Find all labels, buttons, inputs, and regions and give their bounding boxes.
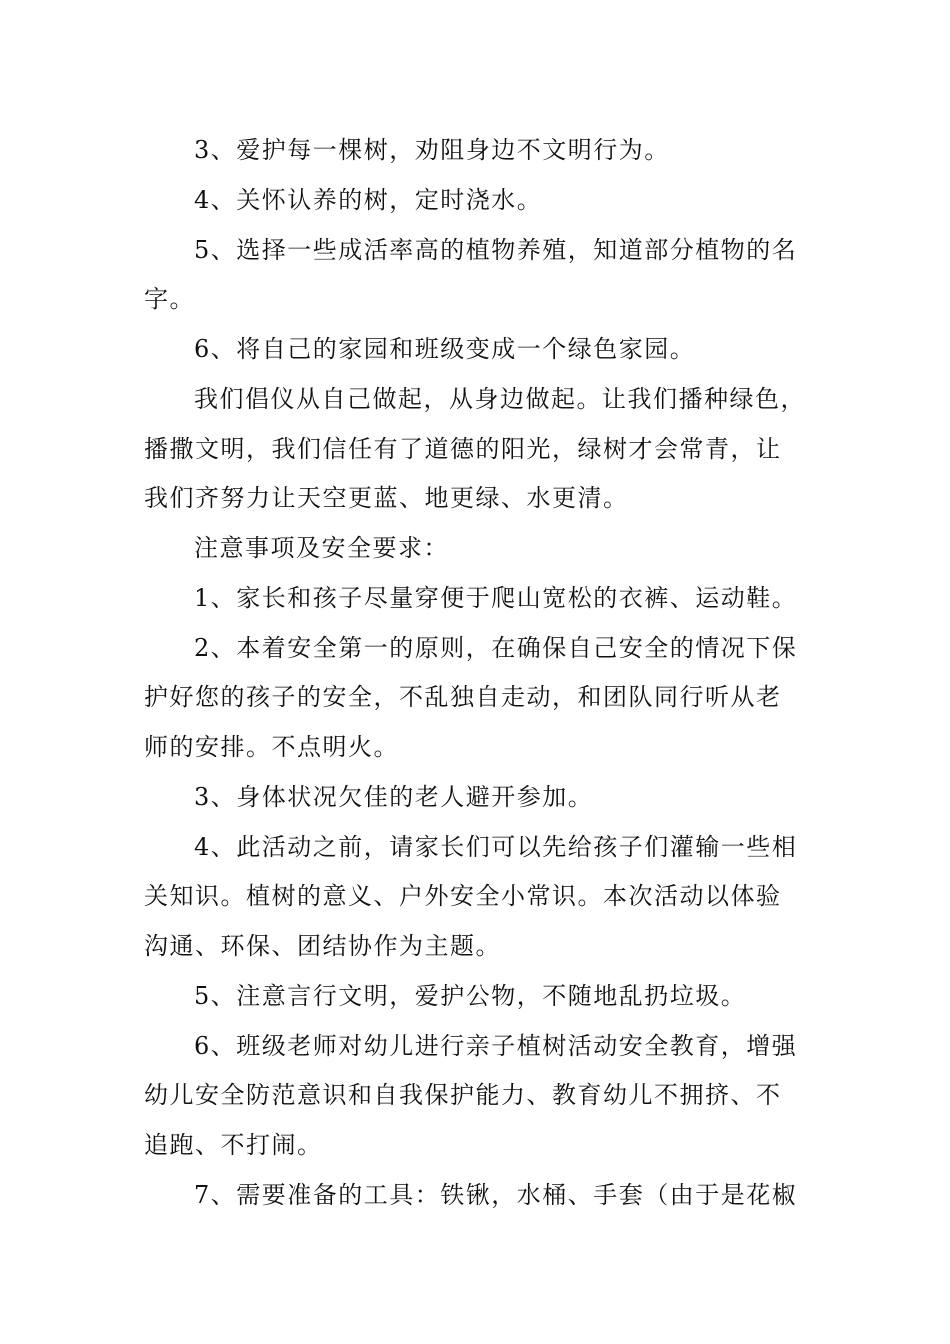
safety-item-6-line-3: 追跑、不打闹。 (144, 1131, 323, 1159)
initiative-paragraph-line-3: 我们齐努力让天空更蓝、地更绿、水更清。 (144, 484, 629, 512)
safety-item-3: 3、身体状况欠佳的老人避开参加。 (194, 783, 594, 811)
item-6-green-home: 6、将自己的家园和班级变成一个绿色家园。 (194, 335, 696, 363)
safety-item-4-line-3: 沟通、环保、团结协作为主题。 (144, 932, 501, 960)
safety-item-2-line-3: 师的安排。不点明火。 (144, 733, 399, 761)
safety-item-2-line-2: 护好您的孩子的安全，不乱独自走动，和团队同行听从老 (144, 683, 782, 711)
safety-item-7-line-1: 7、需要准备的工具：铁锹，水桶、手套（由于是花椒 (194, 1181, 798, 1209)
safety-item-5: 5、注意言行文明，爱护公物，不随地乱扔垃圾。 (194, 982, 747, 1010)
safety-item-4-line-1: 4、此活动之前，请家长们可以先给孩子们灌输一些相 (194, 833, 798, 861)
item-4-water-trees: 4、关怀认养的树，定时浇水。 (194, 186, 543, 214)
safety-item-4-line-2: 关知识。植树的意义、户外安全小常识。本次活动以体验 (144, 882, 782, 910)
safety-section-heading: 注意事项及安全要求： (194, 534, 449, 562)
initiative-paragraph-line-1: 我们倡仪从自己做起，从身边做起。让我们播种绿色， (194, 385, 806, 413)
initiative-paragraph-line-2: 播撒文明，我们信任有了道德的阳光，绿树才会常青，让 (144, 435, 782, 463)
safety-item-1: 1、家长和孩子尽量穿便于爬山宽松的衣裤、运动鞋。 (194, 584, 798, 612)
item-5-plant-line-1: 5、选择一些成活率高的植物养殖，知道部分植物的名 (194, 236, 798, 264)
safety-item-6-line-1: 6、班级老师对幼儿进行亲子植树活动安全教育，增强 (194, 1032, 798, 1060)
safety-item-2-line-1: 2、本着安全第一的原则，在确保自己安全的情况下保 (194, 634, 798, 662)
item-3-protect-trees: 3、爱护每一棵树，劝阻身边不文明行为。 (194, 136, 670, 164)
safety-item-6-line-2: 幼儿安全防范意识和自我保护能力、教育幼儿不拥挤、不 (144, 1081, 782, 1109)
item-5-plant-line-2: 字。 (144, 285, 195, 313)
